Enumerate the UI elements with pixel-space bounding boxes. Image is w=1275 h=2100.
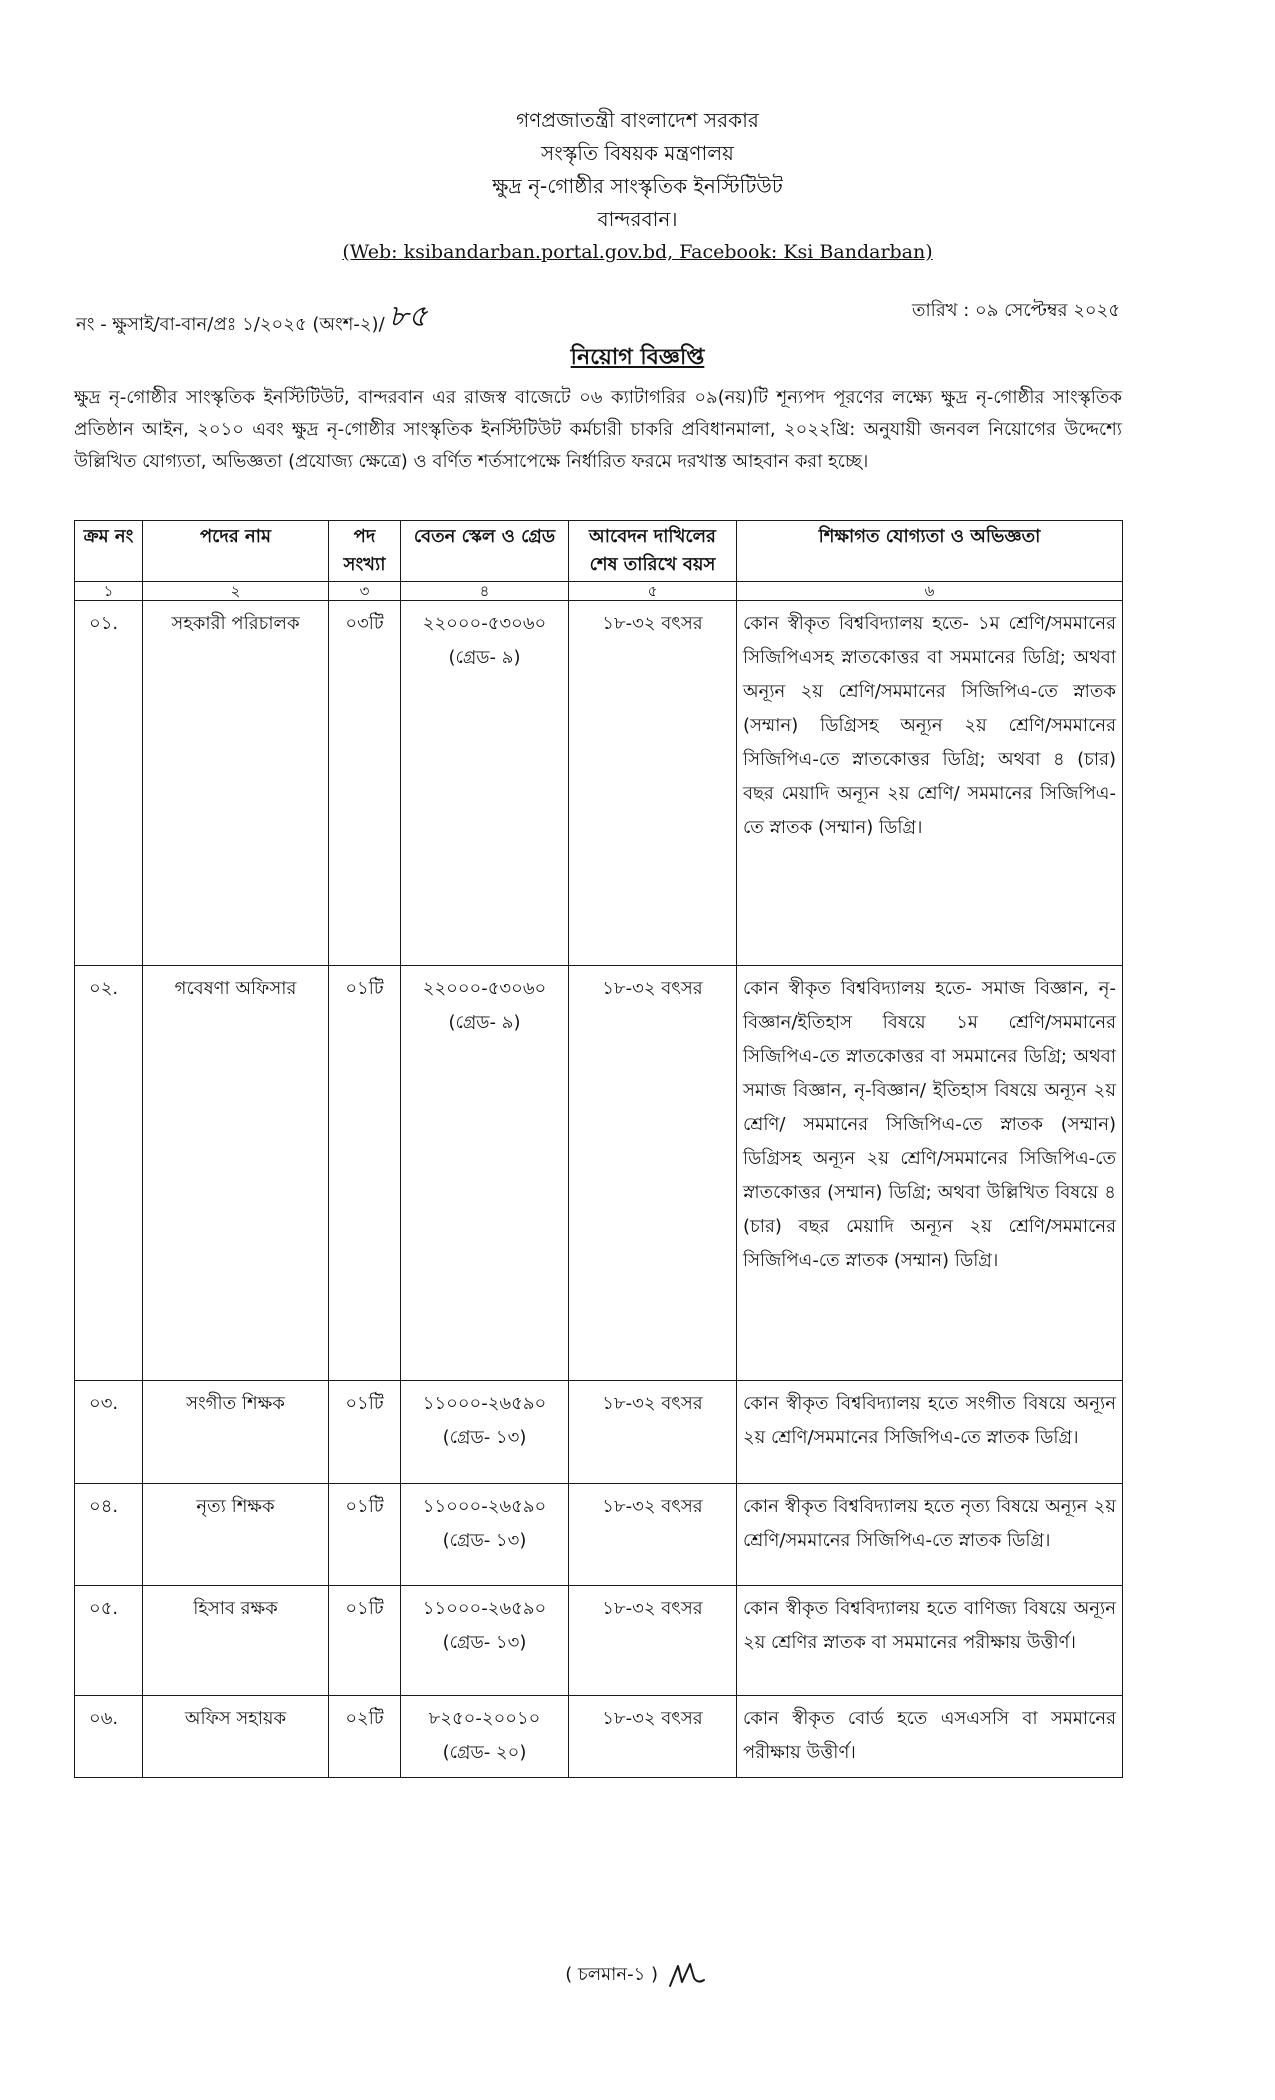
continued-marker: ( চলমান-১ ) [565,1964,658,1985]
row-post-name: নৃত্য শিক্ষক [143,1484,329,1586]
table-row [75,966,1123,1381]
row-serial: ০৫. [75,1586,143,1696]
header-serial: ক্রম নং [75,521,143,582]
posts-table [74,520,1123,1778]
location: বান্দরবান। [597,207,678,231]
column-number: ৪ [401,582,569,601]
column-number-row [75,582,1123,601]
header-post-name: পদের নাম [143,521,329,582]
pay-scale-value: ৮২৫০-২০০১০ [428,1708,541,1729]
row-age: ১৮-৩২ বৎসর [569,1696,737,1778]
column-number: ৩ [329,582,401,601]
handwritten-memo-number: ৮৫ [388,299,428,334]
column-number: ৫ [569,582,737,601]
pay-scale-value: ১১০০০-২৬৫৯০ [422,1496,547,1517]
memo-row [76,292,1120,335]
table-row [75,1586,1123,1696]
row-qualification: কোন স্বীকৃত বিশ্ববিদ্যালয় হতে সংগীত বিষয়ে অন্যূন ২য় শ্রেণি/সমমানের সিজিপিএ-তে স্নাতক ডিগ্রি। [737,1381,1123,1484]
row-serial: ০৬. [75,1696,143,1778]
row-pay-scale [401,601,569,966]
grade-value: (গ্রেড- ১৩) [442,1530,527,1551]
row-age: ১৮-৩২ বৎসর [569,1586,737,1696]
header-age: আবেদন দাখিলের শেষ তারিখে বয়স [569,521,737,582]
column-number: ২ [143,582,329,601]
ministry-name: সংস্কৃতি বিষয়ক মন্ত্রণালয় [541,141,734,165]
row-qualification: কোন স্বীকৃত বিশ্ববিদ্যালয় হতে- সমাজ বিজ্ঞান, নৃ-বিজ্ঞান/ইতিহাস বিষয়ে ১ম শ্রেণি/সমমানের সিজিপিএ-তে স্নাতকোত্তর বা সমমানের ডিগ্রি; অথবা সমাজ বিজ্ঞান, নৃ-বিজ্ঞান/ ইতিহাস বিষয়ে অন্যূন ২য় শ্রেণি/ সমমানের সিজিপিএ-তে স্নাতক (সম্মান) ডিগ্রিসহ অন্যূন ২য় শ্রেণি/সমমানের সিজিপিএ-তে স্নাতকোত্তর (সম্মান) ডিগ্রি; অথবা উল্লিখিত বিষয়ে ৪ (চার) বছর মেয়াদি অন্যূন ২য় শ্রেণি/সমমানের সিজিপিএ-তে স্নাতক (সম্মান) ডিগ্রি। [737,966,1123,1381]
grade-value: (গ্রেড- ১৩) [442,1427,527,1448]
notice-title-text: নিয়োগ বিজ্ঞপ্তি [570,345,705,370]
web-links: (Web: ksibandarban.portal.gov.bd, Facebook: Ksi Bandarban) [342,241,933,263]
row-serial: ০১. [75,601,143,966]
table-row [75,1381,1123,1484]
row-pay-scale [401,1484,569,1586]
row-post-name: সহকারী পরিচালক [143,601,329,966]
column-number: ৬ [737,582,1123,601]
header-post-count: পদ সংখ্যা [329,521,401,582]
row-post-count: ০১টি [329,1586,401,1696]
column-number: ১ [75,582,143,601]
pay-scale-value: ২২০০০-৫৩০৬০ [422,978,547,999]
pay-scale-value: ১১০০০-২৬৫৯০ [422,1598,547,1619]
row-post-count: ০১টি [329,1484,401,1586]
row-age: ১৮-৩২ বৎসর [569,601,737,966]
grade-value: (গ্রেড- ১৩) [442,1632,527,1653]
row-post-name: অফিস সহায়ক [143,1696,329,1778]
row-pay-scale [401,966,569,1381]
institute-name: ক্ষুদ্র নৃ-গোষ্ঠীর সাংস্কৃতিক ইনস্টিটিউট [492,174,783,198]
table-row [75,1484,1123,1586]
government-name: গণপ্রজাতন্ত্রী বাংলাদেশ সরকার [516,108,759,132]
memo-number-text: নং - ক্ষুসাই/বা-বান/প্রঃ ১/২০২৫ (অংশ-২)/ [76,314,385,335]
pay-scale-value: ২২০০০-৫৩০৬০ [422,613,547,634]
signature-mark [668,1960,710,1990]
row-post-name: সংগীত শিক্ষক [143,1381,329,1484]
row-pay-scale [401,1586,569,1696]
row-post-count: ০১টি [329,966,401,1381]
intro-paragraph: ক্ষুদ্র নৃ-গোষ্ঠীর সাংস্কৃতিক ইনস্টিটিউট, বান্দরবান এর রাজস্ব বাজেটে ০৬ ক্যাটাগরির ০৯(নয়)টি শূন্যপদ পূরণের লক্ষ্যে ক্ষুদ্র নৃ-গোষ্ঠীর সাংস্কৃতিক প্রতিষ্ঠান আইন, ২০১০ এবং ক্ষুদ্র নৃ-গোষ্ঠীর সাংস্কৃতিক ইনস্টিটিউট কর্মচারী চাকরি প্রবিধানমালা, ২০২২খ্রি: অনুযায়ী জনবল নিয়োগের উদ্দেশ্যে উল্লিখিত যোগ্যতা, অভিজ্ঞতা (প্রযোজ্য ক্ষেত্রে) ও বর্ণিত শর্তসাপেক্ষে নির্ধারিত ফরমে দরখাস্ত আহবান করা হচ্ছে। [74,387,1122,472]
memo-date: তারিখ : ০৯ সেপ্টেম্বর ২০২৫ [911,300,1120,321]
row-post-count: ০২টি [329,1696,401,1778]
letterhead [0,104,1275,269]
pay-scale-value: ১১০০০-২৬৫৯০ [422,1393,547,1414]
row-post-name: গবেষণা অফিসার [143,966,329,1381]
row-post-count: ০১টি [329,1381,401,1484]
row-serial: ০৪. [75,1484,143,1586]
row-post-count: ০৩টি [329,601,401,966]
row-age: ১৮-৩২ বৎসর [569,966,737,1381]
header-pay-scale: বেতন স্কেল ও গ্রেড [401,521,569,582]
grade-value: (গ্রেড- ৯) [448,1012,521,1033]
footer [0,1960,1275,1991]
notice-title [0,340,1275,377]
row-pay-scale [401,1696,569,1778]
row-post-name: হিসাব রক্ষক [143,1586,329,1696]
row-qualification: কোন স্বীকৃত বিশ্ববিদ্যালয় হতে- ১ম শ্রেণি/সমমানের সিজিপিএসহ স্নাতকোত্তর বা সমমানের ডিগ্রি; অথবা অন্যূন ২য় শ্রেণি/সমমানের সিজিপিএ-তে স্নাতক (সম্মান) ডিগ্রিসহ অন্যূন ২য় শ্রেণি/সমমানের সিজিপিএ-তে স্নাতকোত্তর ডিগ্রি; অথবা ৪ (চার) বছর মেয়াদি অন্যূন ২য় শ্রেণি/ সমমানের সিজিপিএ-তে স্নাতক (সম্মান) ডিগ্রি। [737,601,1123,966]
grade-value: (গ্রেড- ৯) [448,647,521,668]
row-serial: ০২. [75,966,143,1381]
row-qualification: কোন স্বীকৃত বোর্ড হতে এসএসসি বা সমমানের পরীক্ষায় উত্তীর্ণ। [737,1696,1123,1778]
row-age: ১৮-৩২ বৎসর [569,1484,737,1586]
grade-value: (গ্রেড- ২০) [442,1742,527,1763]
row-qualification: কোন স্বীকৃত বিশ্ববিদ্যালয় হতে নৃত্য বিষয়ে অন্যূন ২য় শ্রেণি/সমমানের সিজিপিএ-তে স্নাতক ডিগ্রি। [737,1484,1123,1586]
table-row [75,601,1123,966]
row-pay-scale [401,1381,569,1484]
header-qualification: শিক্ষাগত যোগ্যতা ও অভিজ্ঞতা [737,521,1123,582]
row-qualification: কোন স্বীকৃত বিশ্ববিদ্যালয় হতে বাণিজ্য বিষয়ে অন্যূন ২য় শ্রেণির স্নাতক বা সমমানের পরীক্ষায় উত্তীর্ণ। [737,1586,1123,1696]
row-serial: ০৩. [75,1381,143,1484]
table-row [75,1696,1123,1778]
row-age: ১৮-৩২ বৎসর [569,1381,737,1484]
table-header-row [75,521,1123,582]
